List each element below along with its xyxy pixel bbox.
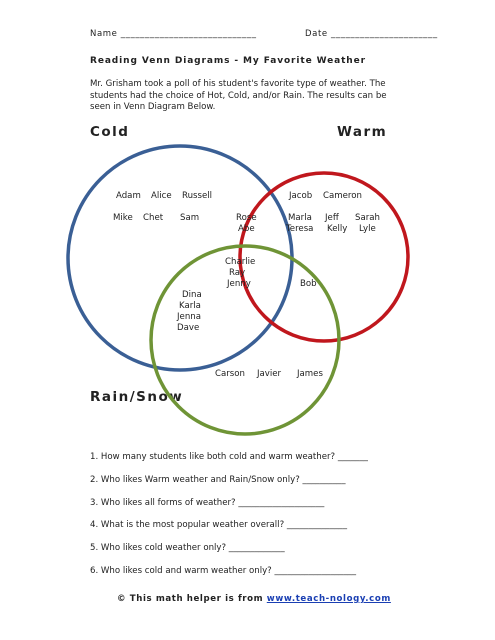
label-cold: Cold	[90, 124, 130, 140]
question: 6. Who likes cold and warm weather only? ___________________	[90, 566, 357, 576]
student-name: Rose	[236, 213, 257, 223]
student-name: Russell	[182, 191, 213, 201]
student-name: Javier	[257, 369, 282, 379]
student-name: Karla	[179, 301, 201, 311]
date-field: Date ______________________	[305, 29, 438, 39]
question: 2. Who likes Warm weather and Rain/Snow only? __________	[90, 475, 346, 485]
student-name: Jeff	[325, 213, 339, 223]
student-name: Lyle	[359, 224, 376, 234]
student-name: Charlie	[225, 257, 256, 267]
question: 3. Who likes all forms of weather? ____________________	[90, 498, 325, 508]
student-name: Sarah	[355, 213, 380, 223]
footer-text: © This math helper is from	[117, 594, 267, 604]
footer-link[interactable]: www.teach-nology.com	[266, 594, 391, 604]
student-name: Adam	[116, 191, 141, 201]
student-name: Dave	[177, 323, 200, 333]
page-title: Reading Venn Diagrams - My Favorite Weather	[90, 56, 366, 66]
student-name: Jacob	[289, 191, 313, 201]
student-name: Teresa	[286, 224, 314, 234]
student-name: Alice	[151, 191, 172, 201]
student-name: Chet	[143, 213, 164, 223]
student-name: Marla	[288, 213, 312, 223]
footer	[117, 594, 391, 604]
name-field: Name ____________________________	[90, 29, 257, 39]
student-name: James	[297, 369, 323, 379]
question: 5. Who likes cold weather only? _____________	[90, 543, 285, 553]
label-warm: Warm	[337, 124, 388, 140]
student-name: Bob	[300, 279, 317, 289]
student-name: Jenny	[227, 279, 251, 289]
student-name: Dina	[182, 290, 202, 300]
intro-paragraph: Mr. Grisham took a poll of his student's favorite type of weather. The students had the choice of Hot, Cold, and/or Rain. The results can be seen in Venn Diagram Below.	[90, 79, 387, 112]
student-name: Sam	[180, 213, 200, 223]
student-name: Abe	[238, 224, 255, 234]
student-name: Cameron	[323, 191, 362, 201]
student-name: Mike	[113, 213, 133, 223]
student-name: Carson	[215, 369, 245, 379]
student-name: Ray	[229, 268, 246, 278]
student-name: Kelly	[327, 224, 348, 234]
question: 1. How many students like both cold and warm weather? _______	[90, 452, 368, 462]
question: 4. What is the most popular weather overall? ______________	[90, 520, 348, 530]
circle-cold	[68, 146, 292, 370]
label-rain: Rain/Snow	[90, 389, 184, 405]
student-name: Jenna	[177, 312, 201, 322]
